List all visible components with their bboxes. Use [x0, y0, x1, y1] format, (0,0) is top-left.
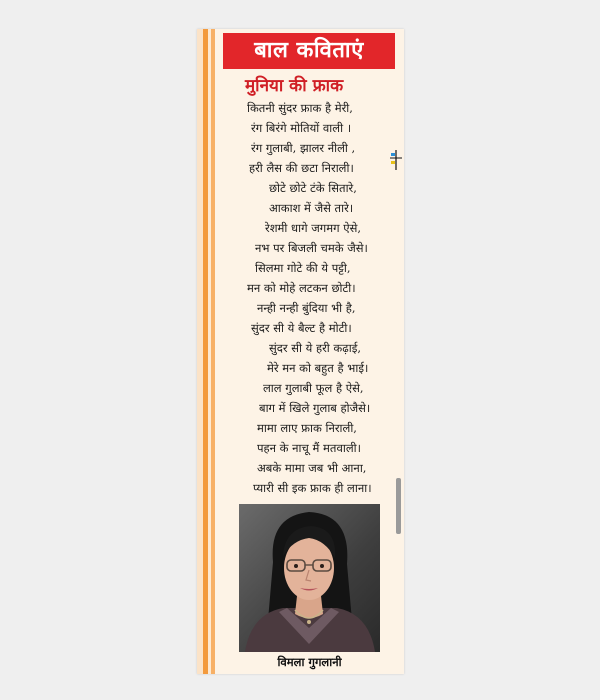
poem-line: रेशमी धागे जगमग ऐसे,: [265, 221, 362, 235]
poem-line: नन्ही नन्ही बुंदिया भी है,: [257, 301, 356, 315]
border-stripe: [211, 29, 215, 674]
poem-line: सिलमा गोटे की ये पट्टी,: [255, 261, 351, 275]
poem-line: सुंदर सी ये हरी कढ़ाई,: [269, 341, 362, 355]
author-portrait: [239, 504, 380, 652]
section-banner: बाल कविताएं: [223, 33, 395, 69]
poem-line: रंग गुलाबी, झालर नीली ,: [251, 141, 356, 155]
poem-line: सुंदर सी ये बैल्ट है मोटी।: [251, 321, 352, 335]
poem-line: नभ पर बिजली चमके जैसे।: [255, 241, 368, 255]
newspaper-clipping: [197, 29, 404, 674]
poem-title: मुनिया की फ्राक: [245, 76, 344, 96]
poem-line: हरी लैस की छटा निराली।: [249, 161, 354, 175]
poem-line: मेरे मन को बहुत है भाई।: [267, 361, 369, 375]
poem-line: लाल गुलाबी फूल है ऐसे,: [263, 381, 364, 395]
portrait-illustration: [239, 504, 380, 652]
poem-line: कितनी सुंदर फ्राक है मेरी,: [247, 101, 353, 115]
poem-line: प्यारी सी इक फ्राक ही लाना।: [253, 481, 372, 495]
scrollbar-thumb[interactable]: [396, 478, 401, 534]
poem-line: मामा लाए फ्राक निराली,: [257, 421, 357, 435]
poem-line: बाग में खिले गुलाब होजैसे।: [259, 401, 371, 415]
poem-line: आकाश में जैसे तारे।: [269, 201, 354, 215]
poem-line: अबके मामा जब भी आना,: [257, 461, 367, 475]
poem-line: छोटे छोटे टंके सितारे,: [269, 181, 357, 195]
poem-line: पहन के नाचू मैं मतवाली।: [257, 441, 361, 455]
text-cursor-icon: [388, 150, 404, 170]
author-name: विमला गुगलानी: [277, 655, 342, 669]
poem-line: मन को मोहे लटकन छोटी।: [247, 281, 356, 295]
poem-line: रंग बिरंगे मोतियों वाली ।: [251, 121, 352, 135]
